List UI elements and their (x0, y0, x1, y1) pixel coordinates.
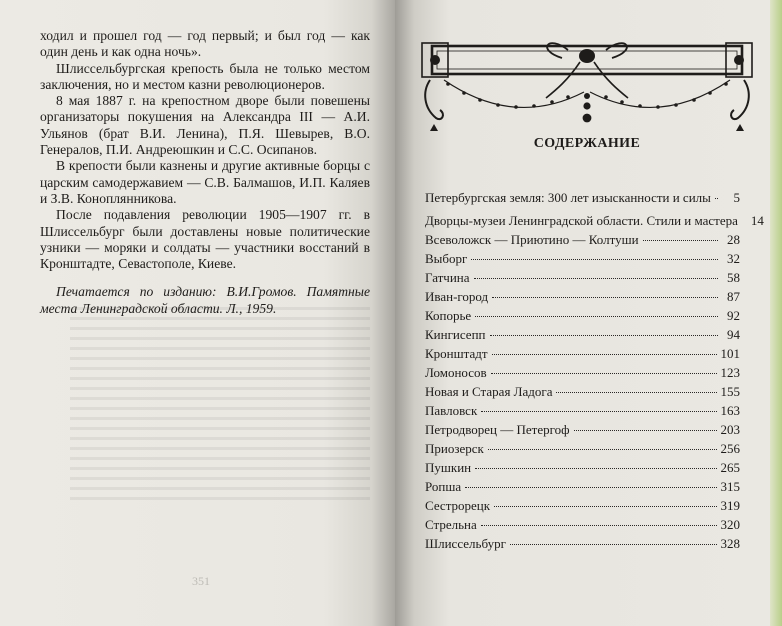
leader-dots (510, 544, 717, 545)
toc-entry-title: Иван-город (425, 289, 489, 304)
paragraph: В крепости были казнены и другие активные борцы с царским самодержавием — С.В. Балмашов, И.П. Каляев и З.В. Коноплянникова. (40, 158, 370, 206)
leader-dots (474, 278, 718, 279)
paragraph: 8 мая 1887 г. на крепостном дворе были повешены организаторы покушения на Александра III — А.И. Ульянов (брат В.И. Ленина), П.Я. Шевырев, В.О. Генералов, П.И. Андреюшкин и С.С. Осипанов. (40, 93, 370, 158)
leader-dots (494, 506, 716, 507)
toc-entry (425, 422, 740, 441)
toc-entry-title: Сестрорецк (425, 498, 491, 513)
leader-dots (475, 468, 716, 469)
adjacent-page-edge (770, 0, 782, 626)
toc-entry (425, 289, 740, 308)
leader-dots (715, 198, 718, 199)
toc-entry-page: 256 (720, 441, 740, 456)
toc-entry (425, 384, 740, 403)
toc-entry-page: 315 (720, 479, 740, 494)
toc-entry (425, 536, 740, 555)
toc-entry-page: 320 (720, 517, 740, 532)
toc-entry (425, 327, 740, 346)
toc-entry-title: Павловск (425, 403, 478, 418)
leader-dots (556, 392, 716, 393)
leader-dots (490, 335, 719, 336)
toc-entry-page: 14 (750, 213, 764, 228)
toc-entry-title: Гатчина (425, 270, 470, 285)
toc-entry-title: Копорье (425, 308, 472, 323)
toc-entry-page: 203 (720, 422, 740, 437)
toc-entry-page: 32 (727, 251, 740, 266)
toc-entry-title: Кронштадт (425, 346, 488, 361)
leader-dots (574, 430, 717, 431)
toc-entry-title: Всеволожск — Приютино — Колтуши (425, 232, 639, 247)
leader-dots (471, 259, 718, 260)
toc-entry (425, 346, 740, 365)
toc-entry-page: 101 (720, 346, 740, 361)
page-number: 351 (192, 574, 210, 588)
body-text (40, 28, 370, 317)
ornament-header (418, 36, 756, 131)
table-of-contents (425, 190, 764, 555)
toc-entry (425, 308, 740, 327)
toc-entry (425, 251, 740, 270)
toc-entry (425, 441, 740, 460)
toc-entry (425, 270, 740, 289)
leader-dots (475, 316, 718, 317)
toc-entry-page: 328 (720, 536, 740, 551)
toc-entry (425, 190, 740, 209)
toc-entry (425, 213, 764, 232)
toc-entry-title: Приозерск (425, 441, 484, 456)
toc-entry-page: 87 (727, 289, 740, 304)
toc-entry-page: 94 (727, 327, 740, 342)
toc-entry-page: 58 (727, 270, 740, 285)
show-through-text (70, 300, 370, 507)
toc-entry-title: Дворцы-музеи Ленинградской области. Стили и мастера (425, 213, 738, 228)
source-note: Печатается по изданию: В.И.Громов. Памятные места Ленинградской области. Л., 1959. (40, 284, 370, 316)
toc-entry-title: Выборг (425, 251, 468, 266)
toc-entry (425, 460, 740, 479)
leader-dots (481, 525, 717, 526)
toc-entry-title: Петродворец — Петергоф (425, 422, 570, 437)
toc-entry (425, 517, 740, 536)
toc-entry-page: 319 (720, 498, 740, 513)
toc-entry-page: 5 (733, 190, 740, 205)
toc-entry-title: Кингисепп (425, 327, 486, 342)
toc-entry (425, 403, 740, 422)
toc-entry (425, 498, 740, 517)
toc-entry (425, 232, 740, 251)
toc-entry-page: 123 (720, 365, 740, 380)
toc-entry-page: 28 (727, 232, 740, 247)
leader-dots (481, 411, 716, 412)
paragraph: Шлиссельбургская крепость была не только местом заключения, но и местом казни революционеров. (40, 60, 370, 92)
toc-entry-title: Стрельна (425, 517, 477, 532)
leader-dots (488, 449, 717, 450)
leader-dots (492, 354, 717, 355)
toc-entry (425, 479, 740, 498)
leader-dots (492, 297, 718, 298)
toc-entry (425, 365, 740, 384)
toc-entry-title: Шлиссельбург (425, 536, 506, 551)
toc-entry-title: Петербургская земля: 300 лет изысканности и силы (425, 190, 711, 205)
toc-entry-title: Ропша (425, 479, 462, 494)
paragraph: После подавления революции 1905—1907 гг. в Шлиссельбург были доставлены новые политические узники — моряки и солдаты — участники восстаний в Кронштадте, Севастополе, Киеве. (40, 207, 370, 272)
toc-entry-title: Пушкин (425, 460, 472, 475)
leader-dots (643, 240, 718, 241)
paragraph: ходил и прошел год — год первый; и был год — как один день и как одна ночь». (40, 28, 370, 60)
toc-title: СОДЕРЖАНИЕ (533, 136, 641, 151)
toc-entry-title: Новая и Старая Ладога (425, 384, 553, 399)
toc-entry-page: 163 (720, 403, 740, 418)
leader-dots (491, 373, 717, 374)
toc-entry-page: 155 (720, 384, 740, 399)
toc-entry-page: 265 (720, 460, 740, 475)
leader-dots (465, 487, 716, 488)
toc-entry-title: Ломоносов (425, 365, 487, 380)
toc-entry-page: 92 (727, 308, 740, 323)
